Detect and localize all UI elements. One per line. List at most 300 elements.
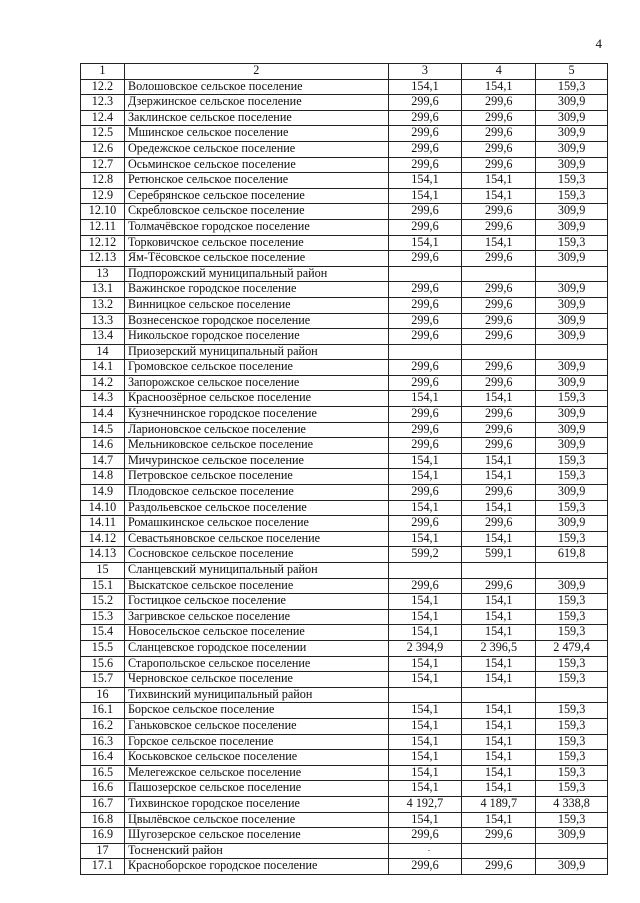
row-value-5: 309,9 [536,297,608,313]
row-value-3: 299,6 [388,313,462,329]
row-value-3: 154,1 [388,391,462,407]
row-name: Горское сельское поселение [124,734,388,750]
row-value-3: 154,1 [388,453,462,469]
row-value-3: 2 394,9 [388,640,462,656]
row-number: 14.13 [81,547,125,563]
table-row [81,219,608,235]
row-value-3: 154,1 [388,718,462,734]
row-value-4 [462,843,536,859]
row-name: Красноозёрное сельское поселение [124,391,388,407]
row-number: 12.4 [81,110,125,126]
row-value-4: 299,6 [462,95,536,111]
row-number: 13.4 [81,329,125,345]
row-value-4: 154,1 [462,453,536,469]
row-number: 15.4 [81,625,125,641]
row-number: 12.11 [81,219,125,235]
row-value-4: 154,1 [462,594,536,610]
row-number: 13.2 [81,297,125,313]
row-value-5: 159,3 [536,656,608,672]
row-name: Пашозерское сельское поселение [124,781,388,797]
row-value-5 [536,843,608,859]
row-name: Никольское городское поселение [124,329,388,345]
row-value-3: 299,6 [388,251,462,267]
row-value-3: 4 192,7 [388,796,462,812]
table-row [81,828,608,844]
row-value-5: 159,3 [536,391,608,407]
row-value-3: 154,1 [388,812,462,828]
row-number: 12.9 [81,188,125,204]
row-value-5: 309,9 [536,157,608,173]
row-value-3: 299,6 [388,828,462,844]
row-number: 16 [81,687,125,703]
row-value-3: 154,1 [388,781,462,797]
row-value-5: 159,3 [536,173,608,189]
table-row [81,204,608,220]
row-name: Тосненский район [124,843,388,859]
table-row [81,266,608,282]
row-value-5: 309,9 [536,516,608,532]
table-row [81,375,608,391]
row-name: Оредежское сельское поселение [124,141,388,157]
table-row [81,734,608,750]
row-number: 14.9 [81,485,125,501]
row-name: Важинское городское поселение [124,282,388,298]
table-row [81,625,608,641]
row-number: 14.7 [81,453,125,469]
row-value-3: 299,6 [388,157,462,173]
row-value-3: 154,1 [388,672,462,688]
row-value-4: 154,1 [462,734,536,750]
row-value-5: 4 338,8 [536,796,608,812]
row-name: Гостицкое сельское поселение [124,594,388,610]
row-value-5: 309,9 [536,110,608,126]
row-value-5: 309,9 [536,126,608,142]
row-value-3 [388,563,462,579]
row-number: 12.12 [81,235,125,251]
row-value-4: 154,1 [462,500,536,516]
row-value-4: 599,1 [462,547,536,563]
row-name: Сланцевское городское поселении [124,640,388,656]
row-name: Цвылёвское сельское поселение [124,812,388,828]
row-name: Мичуринское сельское поселение [124,453,388,469]
row-value-3: 154,1 [388,594,462,610]
row-value-4: 299,6 [462,859,536,875]
row-value-5: 159,3 [536,500,608,516]
row-value-4: 154,1 [462,703,536,719]
row-number: 15.3 [81,609,125,625]
row-value-4: 2 396,5 [462,640,536,656]
row-value-5: 159,3 [536,469,608,485]
table-row [81,251,608,267]
row-value-4 [462,687,536,703]
column-header-2: 2 [124,64,388,80]
row-number: 12.10 [81,204,125,220]
row-value-5 [536,266,608,282]
row-number: 16.2 [81,718,125,734]
table-row [81,531,608,547]
row-value-5: 309,9 [536,204,608,220]
row-value-3: 299,6 [388,578,462,594]
row-name: Тихвинское городское поселение [124,796,388,812]
row-number: 14.12 [81,531,125,547]
row-value-4: 154,1 [462,672,536,688]
row-value-3: 154,1 [388,734,462,750]
row-value-5: 159,3 [536,531,608,547]
row-name: Скребловское сельское поселение [124,204,388,220]
table-row [81,843,608,859]
row-number: 15.7 [81,672,125,688]
row-value-4: 154,1 [462,235,536,251]
table-row [81,188,608,204]
row-value-3: 154,1 [388,625,462,641]
row-name: Петровское сельское поселение [124,469,388,485]
row-name: Шугозерское сельское поселение [124,828,388,844]
row-name: Тихвинский муниципальный район [124,687,388,703]
row-name: Торковичское сельское поселение [124,235,388,251]
table-row [81,438,608,454]
row-value-4: 154,1 [462,79,536,95]
row-value-4 [462,563,536,579]
table-row [81,313,608,329]
row-number: 14.6 [81,438,125,454]
row-number: 15.1 [81,578,125,594]
row-number: 12.3 [81,95,125,111]
table-row [81,235,608,251]
row-value-4: 154,1 [462,391,536,407]
row-value-3: 299,6 [388,95,462,111]
table-row [81,672,608,688]
table-row [81,547,608,563]
row-name: Ям-Тёсовское сельское поселение [124,251,388,267]
row-value-3: 154,1 [388,188,462,204]
row-value-5: 309,9 [536,828,608,844]
row-value-3: 154,1 [388,79,462,95]
row-value-4: 154,1 [462,625,536,641]
row-number: 17.1 [81,859,125,875]
row-number: 13.1 [81,282,125,298]
row-number: 14.3 [81,391,125,407]
row-number: 14.8 [81,469,125,485]
row-value-5: 619,8 [536,547,608,563]
row-value-5: 159,3 [536,765,608,781]
row-value-4: 4 189,7 [462,796,536,812]
row-value-3: 299,6 [388,204,462,220]
row-number: 16.5 [81,765,125,781]
row-value-5: 309,9 [536,282,608,298]
header-row [81,64,608,80]
row-value-3: 299,6 [388,407,462,423]
row-value-3 [388,843,462,859]
row-value-5: 159,3 [536,188,608,204]
row-value-4: 299,6 [462,828,536,844]
row-value-5: 159,3 [536,734,608,750]
row-value-4: 299,6 [462,375,536,391]
row-name: Кузнечнинское городское поселение [124,407,388,423]
row-name: Запорожское сельское поселение [124,375,388,391]
row-name: Заклинское сельское поселение [124,110,388,126]
row-value-3: 154,1 [388,656,462,672]
row-name: Старопольское сельское поселение [124,656,388,672]
row-value-4: 154,1 [462,609,536,625]
column-header-1: 1 [81,64,125,80]
row-value-5: 159,3 [536,594,608,610]
page-number: 4 [595,36,602,51]
row-value-4 [462,344,536,360]
row-name: Плодовское сельское поселение [124,485,388,501]
row-value-5: 159,3 [536,453,608,469]
row-value-5: 309,9 [536,251,608,267]
row-value-5: 159,3 [536,812,608,828]
row-value-3: 299,6 [388,219,462,235]
table-row [81,703,608,719]
row-value-5: 159,3 [536,718,608,734]
table-row [81,594,608,610]
row-value-5: 159,3 [536,235,608,251]
row-number: 12.8 [81,173,125,189]
row-value-5: 159,3 [536,703,608,719]
row-value-3: 299,6 [388,438,462,454]
row-number: 15.5 [81,640,125,656]
table-row [81,859,608,875]
row-number: 16.1 [81,703,125,719]
row-name: Ромашкинское сельское поселение [124,516,388,532]
row-value-3: 154,1 [388,235,462,251]
row-value-5: 309,9 [536,360,608,376]
table-body [81,79,608,874]
table-row [81,718,608,734]
table-row [81,407,608,423]
row-value-4: 299,6 [462,578,536,594]
row-name: Раздольевское сельское поселение [124,500,388,516]
row-name: Серебрянское сельское поселение [124,188,388,204]
row-name: Сосновское сельское поселение [124,547,388,563]
row-value-4: 154,1 [462,531,536,547]
table-row [81,329,608,345]
row-value-3: 299,6 [388,485,462,501]
row-name: Черновское сельское поселение [124,672,388,688]
row-number: 14.11 [81,516,125,532]
table-row [81,157,608,173]
row-value-4: 299,6 [462,516,536,532]
table-row [81,469,608,485]
allocation-table [80,63,608,875]
row-name: Осьминское сельское поселение [124,157,388,173]
row-value-5: 309,9 [536,859,608,875]
table-row [81,344,608,360]
row-value-4: 154,1 [462,656,536,672]
row-number: 17 [81,843,125,859]
row-number: 14.5 [81,422,125,438]
row-number: 14.2 [81,375,125,391]
row-value-3: 154,1 [388,703,462,719]
row-number: 12.2 [81,79,125,95]
row-value-3: 299,6 [388,422,462,438]
row-value-3 [388,687,462,703]
row-name: Сланцевский муниципальный район [124,563,388,579]
table-row [81,609,608,625]
row-number: 16.7 [81,796,125,812]
table-row [81,485,608,501]
row-value-5: 159,3 [536,781,608,797]
row-value-3: 299,6 [388,360,462,376]
row-value-4: 154,1 [462,781,536,797]
column-header-3: 3 [388,64,462,80]
row-number: 14.1 [81,360,125,376]
row-number: 13 [81,266,125,282]
row-name: Коськовское сельское поселение [124,750,388,766]
row-value-3: 299,6 [388,516,462,532]
row-number: 16.9 [81,828,125,844]
scan-mark [428,850,430,851]
row-value-3: 299,6 [388,297,462,313]
row-value-3: 154,1 [388,765,462,781]
row-value-3: 299,6 [388,282,462,298]
row-name: Мшинское сельское поселение [124,126,388,142]
row-value-4: 154,1 [462,469,536,485]
row-number: 12.6 [81,141,125,157]
row-number: 16.4 [81,750,125,766]
row-value-5: 309,9 [536,141,608,157]
row-value-3: 154,1 [388,173,462,189]
row-value-5: 309,9 [536,95,608,111]
row-name: Севастьяновское сельское поселение [124,531,388,547]
row-value-4: 299,6 [462,422,536,438]
row-value-3: 299,6 [388,859,462,875]
row-value-4: 299,6 [462,157,536,173]
row-name: Загривское сельское поселение [124,609,388,625]
row-value-3: 299,6 [388,329,462,345]
table-row [81,360,608,376]
row-number: 16.6 [81,781,125,797]
row-value-3 [388,344,462,360]
row-name: Дзержинское сельское поселение [124,95,388,111]
table-row [81,422,608,438]
row-value-5: 159,3 [536,609,608,625]
row-value-4: 299,6 [462,485,536,501]
table-row [81,297,608,313]
column-header-5: 5 [536,64,608,80]
table-row [81,656,608,672]
row-value-4: 299,6 [462,407,536,423]
row-name: Выскатское сельское поселение [124,578,388,594]
row-number: 16.8 [81,812,125,828]
row-number: 15.6 [81,656,125,672]
row-name: Волошовское сельское поселение [124,79,388,95]
table-row [81,516,608,532]
row-value-5: 2 479,4 [536,640,608,656]
row-value-5: 309,9 [536,422,608,438]
row-value-5: 309,9 [536,407,608,423]
row-value-4: 299,6 [462,126,536,142]
table-row [81,796,608,812]
row-value-4: 154,1 [462,750,536,766]
row-value-5: 159,3 [536,625,608,641]
row-value-4: 299,6 [462,313,536,329]
row-value-5 [536,687,608,703]
table-row [81,500,608,516]
table-row [81,812,608,828]
row-value-5: 309,9 [536,578,608,594]
row-value-3: 299,6 [388,375,462,391]
row-number: 16.3 [81,734,125,750]
row-value-4: 299,6 [462,282,536,298]
row-value-5 [536,563,608,579]
table-row [81,640,608,656]
row-name: Громовское сельское поселение [124,360,388,376]
row-value-3: 299,6 [388,141,462,157]
row-value-4: 299,6 [462,219,536,235]
row-name: Приозерский муниципальный район [124,344,388,360]
table-row [81,95,608,111]
table-row [81,765,608,781]
row-number: 14.4 [81,407,125,423]
row-value-3: 599,2 [388,547,462,563]
row-number: 14 [81,344,125,360]
row-value-5: 159,3 [536,750,608,766]
row-value-5: 309,9 [536,313,608,329]
row-value-4: 299,6 [462,360,536,376]
row-name: Новосельское сельское поселение [124,625,388,641]
row-value-4: 299,6 [462,141,536,157]
row-number: 14.10 [81,500,125,516]
row-value-5 [536,344,608,360]
row-value-4: 299,6 [462,110,536,126]
row-name: Ларионовское сельское поселение [124,422,388,438]
row-value-4: 154,1 [462,173,536,189]
table-row [81,282,608,298]
table-row [81,578,608,594]
row-number: 12.7 [81,157,125,173]
row-name: Толмачёвское городское поселение [124,219,388,235]
table-row [81,391,608,407]
row-value-3: 154,1 [388,750,462,766]
row-value-3 [388,266,462,282]
row-value-5: 309,9 [536,219,608,235]
row-value-5: 309,9 [536,438,608,454]
row-value-4: 299,6 [462,204,536,220]
row-value-4: 299,6 [462,297,536,313]
row-number: 15 [81,563,125,579]
row-value-3: 299,6 [388,110,462,126]
table-row [81,79,608,95]
row-name: Борское сельское поселение [124,703,388,719]
row-value-4: 154,1 [462,188,536,204]
row-value-4: 154,1 [462,765,536,781]
table-row [81,126,608,142]
row-name: Ретюнское сельское поселение [124,173,388,189]
row-value-3: 154,1 [388,500,462,516]
table-row [81,141,608,157]
row-name: Винницкое сельское поселение [124,297,388,313]
row-value-3: 154,1 [388,469,462,485]
row-value-4: 299,6 [462,329,536,345]
row-name: Ганьковское сельское поселение [124,718,388,734]
row-name: Вознесенское городское поселение [124,313,388,329]
row-value-5: 309,9 [536,329,608,345]
table-row [81,750,608,766]
column-header-4: 4 [462,64,536,80]
row-value-3: 154,1 [388,609,462,625]
row-name: Мельниковское сельское поселение [124,438,388,454]
row-number: 12.13 [81,251,125,267]
row-value-4: 154,1 [462,812,536,828]
row-name: Красноборское городское поселение [124,859,388,875]
table-row [81,173,608,189]
table-row [81,687,608,703]
table-row [81,110,608,126]
row-value-4 [462,266,536,282]
row-value-5: 309,9 [536,485,608,501]
